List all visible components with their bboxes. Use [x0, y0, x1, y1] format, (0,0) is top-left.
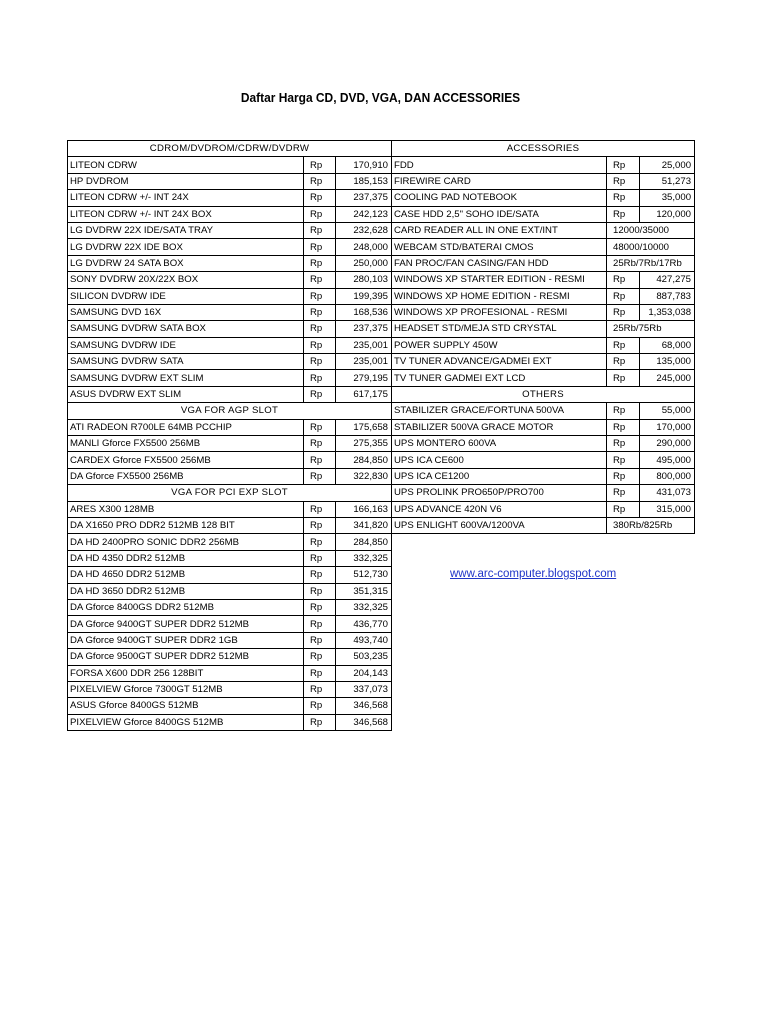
currency: Rp: [304, 222, 336, 238]
table-row: [392, 354, 695, 370]
price: 25Rb/7Rb/17Rb: [607, 255, 695, 271]
table-row: [68, 255, 392, 271]
table-row: [68, 534, 392, 550]
item-name: PIXELVIEW Gforce 8400GS 512MB: [68, 714, 304, 730]
price: 431,073: [640, 485, 695, 501]
item-name: DA X1650 PRO DDR2 512MB 128 BIT: [68, 517, 304, 533]
table-row: [68, 501, 392, 517]
website-link[interactable]: www.arc-computer.blogspot.com: [450, 568, 617, 580]
currency: Rp: [304, 255, 336, 271]
table-row: [68, 550, 392, 566]
price: 250,000: [336, 255, 392, 271]
table-row: [68, 599, 392, 615]
section-header: VGA FOR AGP SLOT: [68, 403, 392, 419]
price: 235,001: [336, 354, 392, 370]
item-name: DA Gforce FX5500 256MB: [68, 468, 304, 484]
currency: Rp: [304, 452, 336, 468]
price: 170,910: [336, 157, 392, 173]
table-row: [68, 239, 392, 255]
table-row: [392, 272, 695, 288]
price: 617,175: [336, 386, 392, 402]
currency: Rp: [607, 501, 640, 517]
currency: Rp: [304, 337, 336, 353]
price: 51,273: [640, 173, 695, 189]
currency: Rp: [304, 419, 336, 435]
price: 55,000: [640, 403, 695, 419]
item-name: SAMSUNG DVDRW SATA: [68, 354, 304, 370]
price: 800,000: [640, 468, 695, 484]
table-row: [68, 649, 392, 665]
table-row: [68, 272, 392, 288]
price: 237,375: [336, 321, 392, 337]
item-name: UPS PROLINK PRO650P/PRO700: [392, 485, 607, 501]
currency: Rp: [304, 206, 336, 222]
table-row: [392, 501, 695, 517]
table-row: [68, 452, 392, 468]
item-name: UPS ICA CE1200: [392, 468, 607, 484]
price: 495,000: [640, 452, 695, 468]
item-name: ASUS DVDRW EXT SLIM: [68, 386, 304, 402]
item-name: MANLI Gforce FX5500 256MB: [68, 436, 304, 452]
currency: Rp: [304, 632, 336, 648]
price: 315,000: [640, 501, 695, 517]
currency: Rp: [304, 468, 336, 484]
item-name: DA Gforce 9400GT SUPER DDR2 1GB: [68, 632, 304, 648]
currency: Rp: [304, 517, 336, 533]
item-name: ARES X300 128MB: [68, 501, 304, 517]
price: 332,325: [336, 550, 392, 566]
table-row: [68, 665, 392, 681]
item-name: WINDOWS XP PROFESIONAL - RESMI: [392, 304, 607, 320]
price: 68,000: [640, 337, 695, 353]
item-name: HP DVDROM: [68, 173, 304, 189]
currency: Rp: [304, 239, 336, 255]
currency: Rp: [607, 354, 640, 370]
currency: Rp: [304, 354, 336, 370]
table-row: [68, 354, 392, 370]
item-name: TV TUNER GADMEI EXT LCD: [392, 370, 607, 386]
table-row: [392, 222, 695, 238]
right-price-table: [391, 140, 695, 534]
table-row: [68, 698, 392, 714]
table-row: [68, 157, 392, 173]
table-row: [68, 321, 392, 337]
item-name: COOLING PAD NOTEBOOK: [392, 190, 607, 206]
item-name: SAMSUNG DVDRW SATA BOX: [68, 321, 304, 337]
item-name: WINDOWS XP STARTER EDITION - RESMI: [392, 272, 607, 288]
currency: Rp: [607, 157, 640, 173]
item-name: UPS MONTERO 600VA: [392, 436, 607, 452]
currency: Rp: [304, 157, 336, 173]
currency: Rp: [607, 206, 640, 222]
table-row: [68, 517, 392, 533]
price: 232,628: [336, 222, 392, 238]
currency: Rp: [304, 616, 336, 632]
price: 35,000: [640, 190, 695, 206]
price: 1,353,038: [640, 304, 695, 320]
table-row: [68, 681, 392, 697]
item-name: SAMSUNG DVDRW EXT SLIM: [68, 370, 304, 386]
price: 175,658: [336, 419, 392, 435]
price: 185,153: [336, 173, 392, 189]
currency: Rp: [607, 288, 640, 304]
price: 166,163: [336, 501, 392, 517]
item-name: LITEON CDRW: [68, 157, 304, 173]
price: 493,740: [336, 632, 392, 648]
table-row: [68, 304, 392, 320]
price: 332,325: [336, 599, 392, 615]
price: 284,850: [336, 452, 392, 468]
price: 436,770: [336, 616, 392, 632]
item-name: ATI RADEON R700LE 64MB PCCHIP: [68, 419, 304, 435]
currency: Rp: [607, 272, 640, 288]
item-name: LG DVDRW 24 SATA BOX: [68, 255, 304, 271]
price: 135,000: [640, 354, 695, 370]
item-name: DA HD 2400PRO SONIC DDR2 256MB: [68, 534, 304, 550]
item-name: UPS ICA CE600: [392, 452, 607, 468]
table-row: [68, 616, 392, 632]
table-row: [392, 321, 695, 337]
currency: Rp: [304, 681, 336, 697]
table-row: [68, 419, 392, 435]
currency: Rp: [304, 583, 336, 599]
price: 25,000: [640, 157, 695, 173]
price: 346,568: [336, 698, 392, 714]
table-row: [392, 517, 695, 533]
price: 279,195: [336, 370, 392, 386]
price: 503,235: [336, 649, 392, 665]
table-row: [68, 714, 392, 730]
price: 245,000: [640, 370, 695, 386]
price: 346,568: [336, 714, 392, 730]
item-name: SONY DVDRW 20X/22X BOX: [68, 272, 304, 288]
table-row: [68, 386, 392, 402]
section-header-row: [68, 403, 392, 419]
currency: Rp: [607, 304, 640, 320]
item-name: UPS ENLIGHT 600VA/1200VA: [392, 517, 607, 533]
item-name: LG DVDRW 22X IDE BOX: [68, 239, 304, 255]
price: 12000/35000: [607, 222, 695, 238]
item-name: DA Gforce 9500GT SUPER DDR2 512MB: [68, 649, 304, 665]
page-title: Daftar Harga CD, DVD, VGA, DAN ACCESSORIES: [240, 90, 521, 105]
item-name: CARDEX Gforce FX5500 256MB: [68, 452, 304, 468]
item-name: SAMSUNG DVD 16X: [68, 304, 304, 320]
item-name: CARD READER ALL IN ONE EXT/INT: [392, 222, 607, 238]
currency: Rp: [607, 468, 640, 484]
price: 322,830: [336, 468, 392, 484]
table-row: [392, 173, 695, 189]
table-row: [392, 190, 695, 206]
price: 280,103: [336, 272, 392, 288]
item-name: WEBCAM STD/BATERAI CMOS: [392, 239, 607, 255]
table-row: [392, 452, 695, 468]
currency: Rp: [304, 321, 336, 337]
table-row: [68, 632, 392, 648]
price: 284,850: [336, 534, 392, 550]
table-row: [392, 485, 695, 501]
currency: Rp: [304, 649, 336, 665]
currency: Rp: [304, 190, 336, 206]
table-row: [392, 468, 695, 484]
table-row: [392, 419, 695, 435]
item-name: FIREWIRE CARD: [392, 173, 607, 189]
currency: Rp: [304, 436, 336, 452]
currency: Rp: [304, 698, 336, 714]
currency: Rp: [607, 173, 640, 189]
item-name: FORSA X600 DDR 256 128BIT: [68, 665, 304, 681]
price: 199,395: [336, 288, 392, 304]
item-name: TV TUNER ADVANCE/GADMEI EXT: [392, 354, 607, 370]
table-row: [392, 304, 695, 320]
price: 237,375: [336, 190, 392, 206]
price: 248,000: [336, 239, 392, 255]
currency: Rp: [304, 599, 336, 615]
table-row: [68, 288, 392, 304]
table-row: [68, 173, 392, 189]
price: 380Rb/825Rb: [607, 517, 695, 533]
table-row: [392, 436, 695, 452]
price: 512,730: [336, 567, 392, 583]
item-name: DA HD 4650 DDR2 512MB: [68, 567, 304, 583]
item-name: FDD: [392, 157, 607, 173]
price: 337,073: [336, 681, 392, 697]
price: 887,783: [640, 288, 695, 304]
item-name: LG DVDRW 22X IDE/SATA TRAY: [68, 222, 304, 238]
section-header: CDROM/DVDROM/CDRW/DVDRW: [68, 141, 392, 157]
price: 25Rb/75Rb: [607, 321, 695, 337]
table-row: [392, 239, 695, 255]
price: 204,143: [336, 665, 392, 681]
section-header-row: [392, 386, 695, 402]
currency: Rp: [607, 485, 640, 501]
section-header: ACCESSORIES: [392, 141, 695, 157]
table-row: [392, 337, 695, 353]
currency: Rp: [607, 337, 640, 353]
item-name: UPS ADVANCE 420N V6: [392, 501, 607, 517]
currency: Rp: [607, 419, 640, 435]
table-row: [392, 403, 695, 419]
price: 235,001: [336, 337, 392, 353]
price: 120,000: [640, 206, 695, 222]
item-name: FAN PROC/FAN CASING/FAN HDD: [392, 255, 607, 271]
table-row: [392, 370, 695, 386]
price: 48000/10000: [607, 239, 695, 255]
item-name: HEADSET STD/MEJA STD CRYSTAL: [392, 321, 607, 337]
table-row: [68, 337, 392, 353]
price: 341,820: [336, 517, 392, 533]
item-name: WINDOWS XP HOME EDITION - RESMI: [392, 288, 607, 304]
price: 168,536: [336, 304, 392, 320]
table-row: [68, 567, 392, 583]
item-name: STABILIZER GRACE/FORTUNA 500VA: [392, 403, 607, 419]
table-row: [392, 157, 695, 173]
item-name: DA Gforce 9400GT SUPER DDR2 512MB: [68, 616, 304, 632]
table-row: [392, 288, 695, 304]
currency: Rp: [607, 436, 640, 452]
left-price-table: [67, 140, 392, 731]
section-header-row: [392, 141, 695, 157]
currency: Rp: [304, 288, 336, 304]
currency: Rp: [304, 534, 336, 550]
item-name: ASUS Gforce 8400GS 512MB: [68, 698, 304, 714]
currency: Rp: [607, 403, 640, 419]
currency: Rp: [607, 370, 640, 386]
currency: Rp: [304, 370, 336, 386]
currency: Rp: [304, 550, 336, 566]
price: 290,000: [640, 436, 695, 452]
item-name: LITEON CDRW +/- INT 24X: [68, 190, 304, 206]
section-header: VGA FOR PCI EXP SLOT: [68, 485, 392, 501]
table-row: [68, 468, 392, 484]
item-name: CASE HDD 2,5" SOHO IDE/SATA: [392, 206, 607, 222]
item-name: SAMSUNG DVDRW IDE: [68, 337, 304, 353]
table-row: [68, 436, 392, 452]
table-row: [68, 583, 392, 599]
item-name: PIXELVIEW Gforce 7300GT 512MB: [68, 681, 304, 697]
table-row: [68, 370, 392, 386]
item-name: DA HD 4350 DDR2 512MB: [68, 550, 304, 566]
table-row: [392, 206, 695, 222]
currency: Rp: [304, 714, 336, 730]
price: 427,275: [640, 272, 695, 288]
currency: Rp: [304, 173, 336, 189]
section-header-row: [68, 141, 392, 157]
currency: Rp: [607, 190, 640, 206]
item-name: DA HD 3650 DDR2 512MB: [68, 583, 304, 599]
item-name: POWER SUPPLY 450W: [392, 337, 607, 353]
currency: Rp: [607, 452, 640, 468]
table-row: [68, 222, 392, 238]
table-row: [68, 206, 392, 222]
price: 242,123: [336, 206, 392, 222]
currency: Rp: [304, 304, 336, 320]
price: 275,355: [336, 436, 392, 452]
price: 170,000: [640, 419, 695, 435]
table-row: [68, 190, 392, 206]
currency: Rp: [304, 665, 336, 681]
currency: Rp: [304, 386, 336, 402]
price: 351,315: [336, 583, 392, 599]
currency: Rp: [304, 501, 336, 517]
item-name: STABILIZER 500VA GRACE MOTOR: [392, 419, 607, 435]
item-name: LITEON CDRW +/- INT 24X BOX: [68, 206, 304, 222]
currency: Rp: [304, 567, 336, 583]
currency: Rp: [304, 272, 336, 288]
item-name: DA Gforce 8400GS DDR2 512MB: [68, 599, 304, 615]
section-header-row: [68, 485, 392, 501]
table-row: [392, 255, 695, 271]
item-name: SILICON DVDRW IDE: [68, 288, 304, 304]
section-header: OTHERS: [392, 386, 695, 402]
